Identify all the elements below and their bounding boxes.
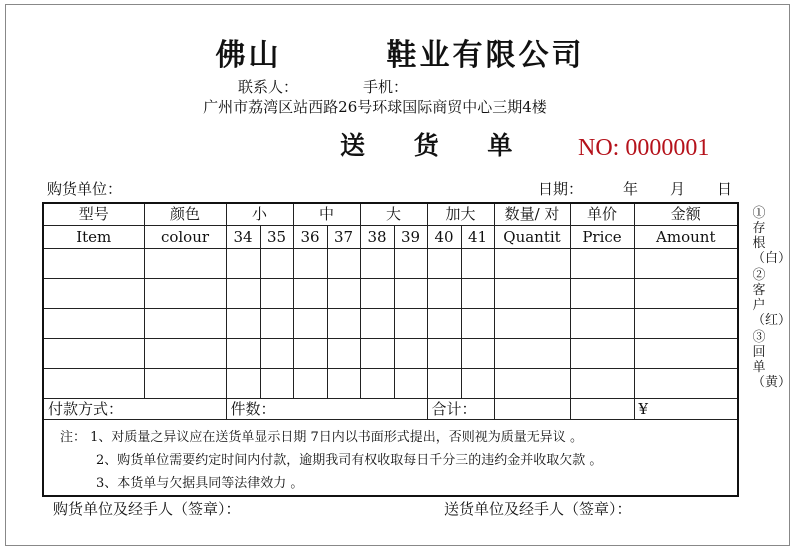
table-cell[interactable] <box>226 368 260 398</box>
table-cell[interactable] <box>634 368 738 398</box>
table-row <box>43 278 738 308</box>
header-colour-en: colour <box>144 225 226 248</box>
table-cell[interactable] <box>144 308 226 338</box>
header-qty-en: Quantit <box>494 225 570 248</box>
table-cell[interactable] <box>570 368 634 398</box>
document-title: 送 货 单 <box>340 131 533 160</box>
table-row <box>43 308 738 338</box>
table-row <box>43 368 738 398</box>
payment-method-label: 付款方式： <box>43 398 226 419</box>
table-cell[interactable] <box>144 248 226 278</box>
sum-label: 合计： <box>427 398 494 419</box>
table-cell[interactable] <box>461 308 494 338</box>
table-cell[interactable] <box>634 338 738 368</box>
table-cell[interactable] <box>327 338 360 368</box>
contact-line: 联系人： 手机： <box>238 78 409 96</box>
table-cell[interactable] <box>360 368 394 398</box>
buyer-label: 购货单位： <box>47 180 123 198</box>
table-cell[interactable] <box>260 278 293 308</box>
table-cell[interactable] <box>634 308 738 338</box>
table-cell[interactable] <box>570 278 634 308</box>
table-cell[interactable] <box>461 278 494 308</box>
header-amount-cn: 金额 <box>634 203 738 225</box>
header-size: 37 <box>327 225 360 248</box>
table-cell[interactable] <box>494 308 570 338</box>
header-size: 39 <box>394 225 427 248</box>
table-cell[interactable] <box>43 308 144 338</box>
table-cell[interactable] <box>293 308 327 338</box>
table-cell[interactable] <box>43 368 144 398</box>
table-cell[interactable] <box>570 308 634 338</box>
table-cell[interactable] <box>260 308 293 338</box>
table-cell[interactable] <box>327 368 360 398</box>
copy-receipt: ③回单（黄） <box>752 330 792 390</box>
table-cell[interactable] <box>327 278 360 308</box>
table-cell[interactable] <box>293 278 327 308</box>
copy-customer: ②客户（红） <box>752 268 792 328</box>
header-size: 35 <box>260 225 293 248</box>
seller-signature-label: 送货单位及经手人（签章）： <box>444 500 632 518</box>
table-cell[interactable] <box>427 338 461 368</box>
header-group-xlarge: 加大 <box>427 203 494 225</box>
table-cell[interactable] <box>360 278 394 308</box>
table-cell[interactable] <box>461 248 494 278</box>
table-cell[interactable] <box>461 368 494 398</box>
company-name: 佛山 鞋业有限公司 <box>215 38 585 73</box>
table-cell[interactable] <box>226 308 260 338</box>
table-cell[interactable] <box>43 248 144 278</box>
address: 广州市荔湾区站西路26号环球国际商贸中心三期4楼 <box>203 98 547 116</box>
header-size: 38 <box>360 225 394 248</box>
table-cell[interactable] <box>226 248 260 278</box>
table-cell[interactable] <box>427 278 461 308</box>
table-cell[interactable] <box>293 368 327 398</box>
table-cell[interactable] <box>327 248 360 278</box>
table-cell[interactable] <box>293 248 327 278</box>
table-cell[interactable] <box>144 278 226 308</box>
table-cell[interactable] <box>394 308 427 338</box>
header-qty-cn: 数量/ 对 <box>494 203 570 225</box>
header-item-en: Item <box>43 225 144 248</box>
table-cell[interactable] <box>427 248 461 278</box>
copy-legend <box>752 206 792 392</box>
total-price-cell[interactable] <box>570 398 634 419</box>
date-field: 日期： 年 月 日 <box>538 180 733 198</box>
note-2: 2、购货单位需要约定时间内付款，逾期我司有权收取每日千分三的违约金并收取欠款 。 <box>96 452 603 468</box>
note-1: 注： 1、对质量之异议应在送货单显示日期 7日内以书面形式提出，否则视为质量无异议 。 <box>60 429 583 445</box>
header-group-large: 大 <box>360 203 427 225</box>
table-cell[interactable] <box>293 338 327 368</box>
header-group-small: 小 <box>226 203 293 225</box>
table-cell[interactable] <box>260 368 293 398</box>
table-cell[interactable] <box>260 248 293 278</box>
table-cell[interactable] <box>570 338 634 368</box>
total-amount-cell[interactable]: ¥ <box>634 398 738 419</box>
table-cell[interactable] <box>226 338 260 368</box>
table-cell[interactable] <box>427 368 461 398</box>
table-cell[interactable] <box>570 248 634 278</box>
table-cell[interactable] <box>427 308 461 338</box>
table-cell[interactable] <box>144 338 226 368</box>
table-cell[interactable] <box>144 368 226 398</box>
table-cell[interactable] <box>226 278 260 308</box>
table-cell[interactable] <box>260 338 293 368</box>
header-amount-en: Amount <box>634 225 738 248</box>
header-price-en: Price <box>570 225 634 248</box>
table-cell[interactable] <box>43 278 144 308</box>
header-size: 36 <box>293 225 327 248</box>
table-cell[interactable] <box>394 278 427 308</box>
header-item-cn: 型号 <box>43 203 144 225</box>
header-price-cn: 单价 <box>570 203 634 225</box>
notes <box>43 419 738 496</box>
pieces-label: 件数： <box>226 398 427 419</box>
header-size: 41 <box>461 225 494 248</box>
note-3: 3、本货单与欠据具同等法律效力 。 <box>96 475 304 491</box>
table-cell[interactable] <box>360 338 394 368</box>
header-size: 34 <box>226 225 260 248</box>
total-qty-cell[interactable] <box>494 398 570 419</box>
table-row <box>43 248 738 278</box>
table-cell[interactable] <box>394 338 427 368</box>
table-row <box>43 338 738 368</box>
table-cell[interactable] <box>494 368 570 398</box>
document-number: NO: 0000001 <box>578 135 710 161</box>
table-cell[interactable] <box>494 338 570 368</box>
copy-stub: ①存根（白） <box>752 206 792 266</box>
table-cell[interactable] <box>360 308 394 338</box>
table-cell[interactable] <box>394 248 427 278</box>
buyer-signature-label: 购货单位及经手人（签章）： <box>53 500 241 518</box>
table-cell[interactable] <box>634 278 738 308</box>
table-cell[interactable] <box>461 338 494 368</box>
header-colour-cn: 颜色 <box>144 203 226 225</box>
table-cell[interactable] <box>327 308 360 338</box>
header-group-medium: 中 <box>293 203 360 225</box>
table-cell[interactable] <box>360 248 394 278</box>
table-cell[interactable] <box>634 248 738 278</box>
table-cell[interactable] <box>494 248 570 278</box>
header-size: 40 <box>427 225 461 248</box>
delivery-table <box>42 202 739 497</box>
table-cell[interactable] <box>494 278 570 308</box>
table-cell[interactable] <box>394 368 427 398</box>
table-cell[interactable] <box>43 338 144 368</box>
